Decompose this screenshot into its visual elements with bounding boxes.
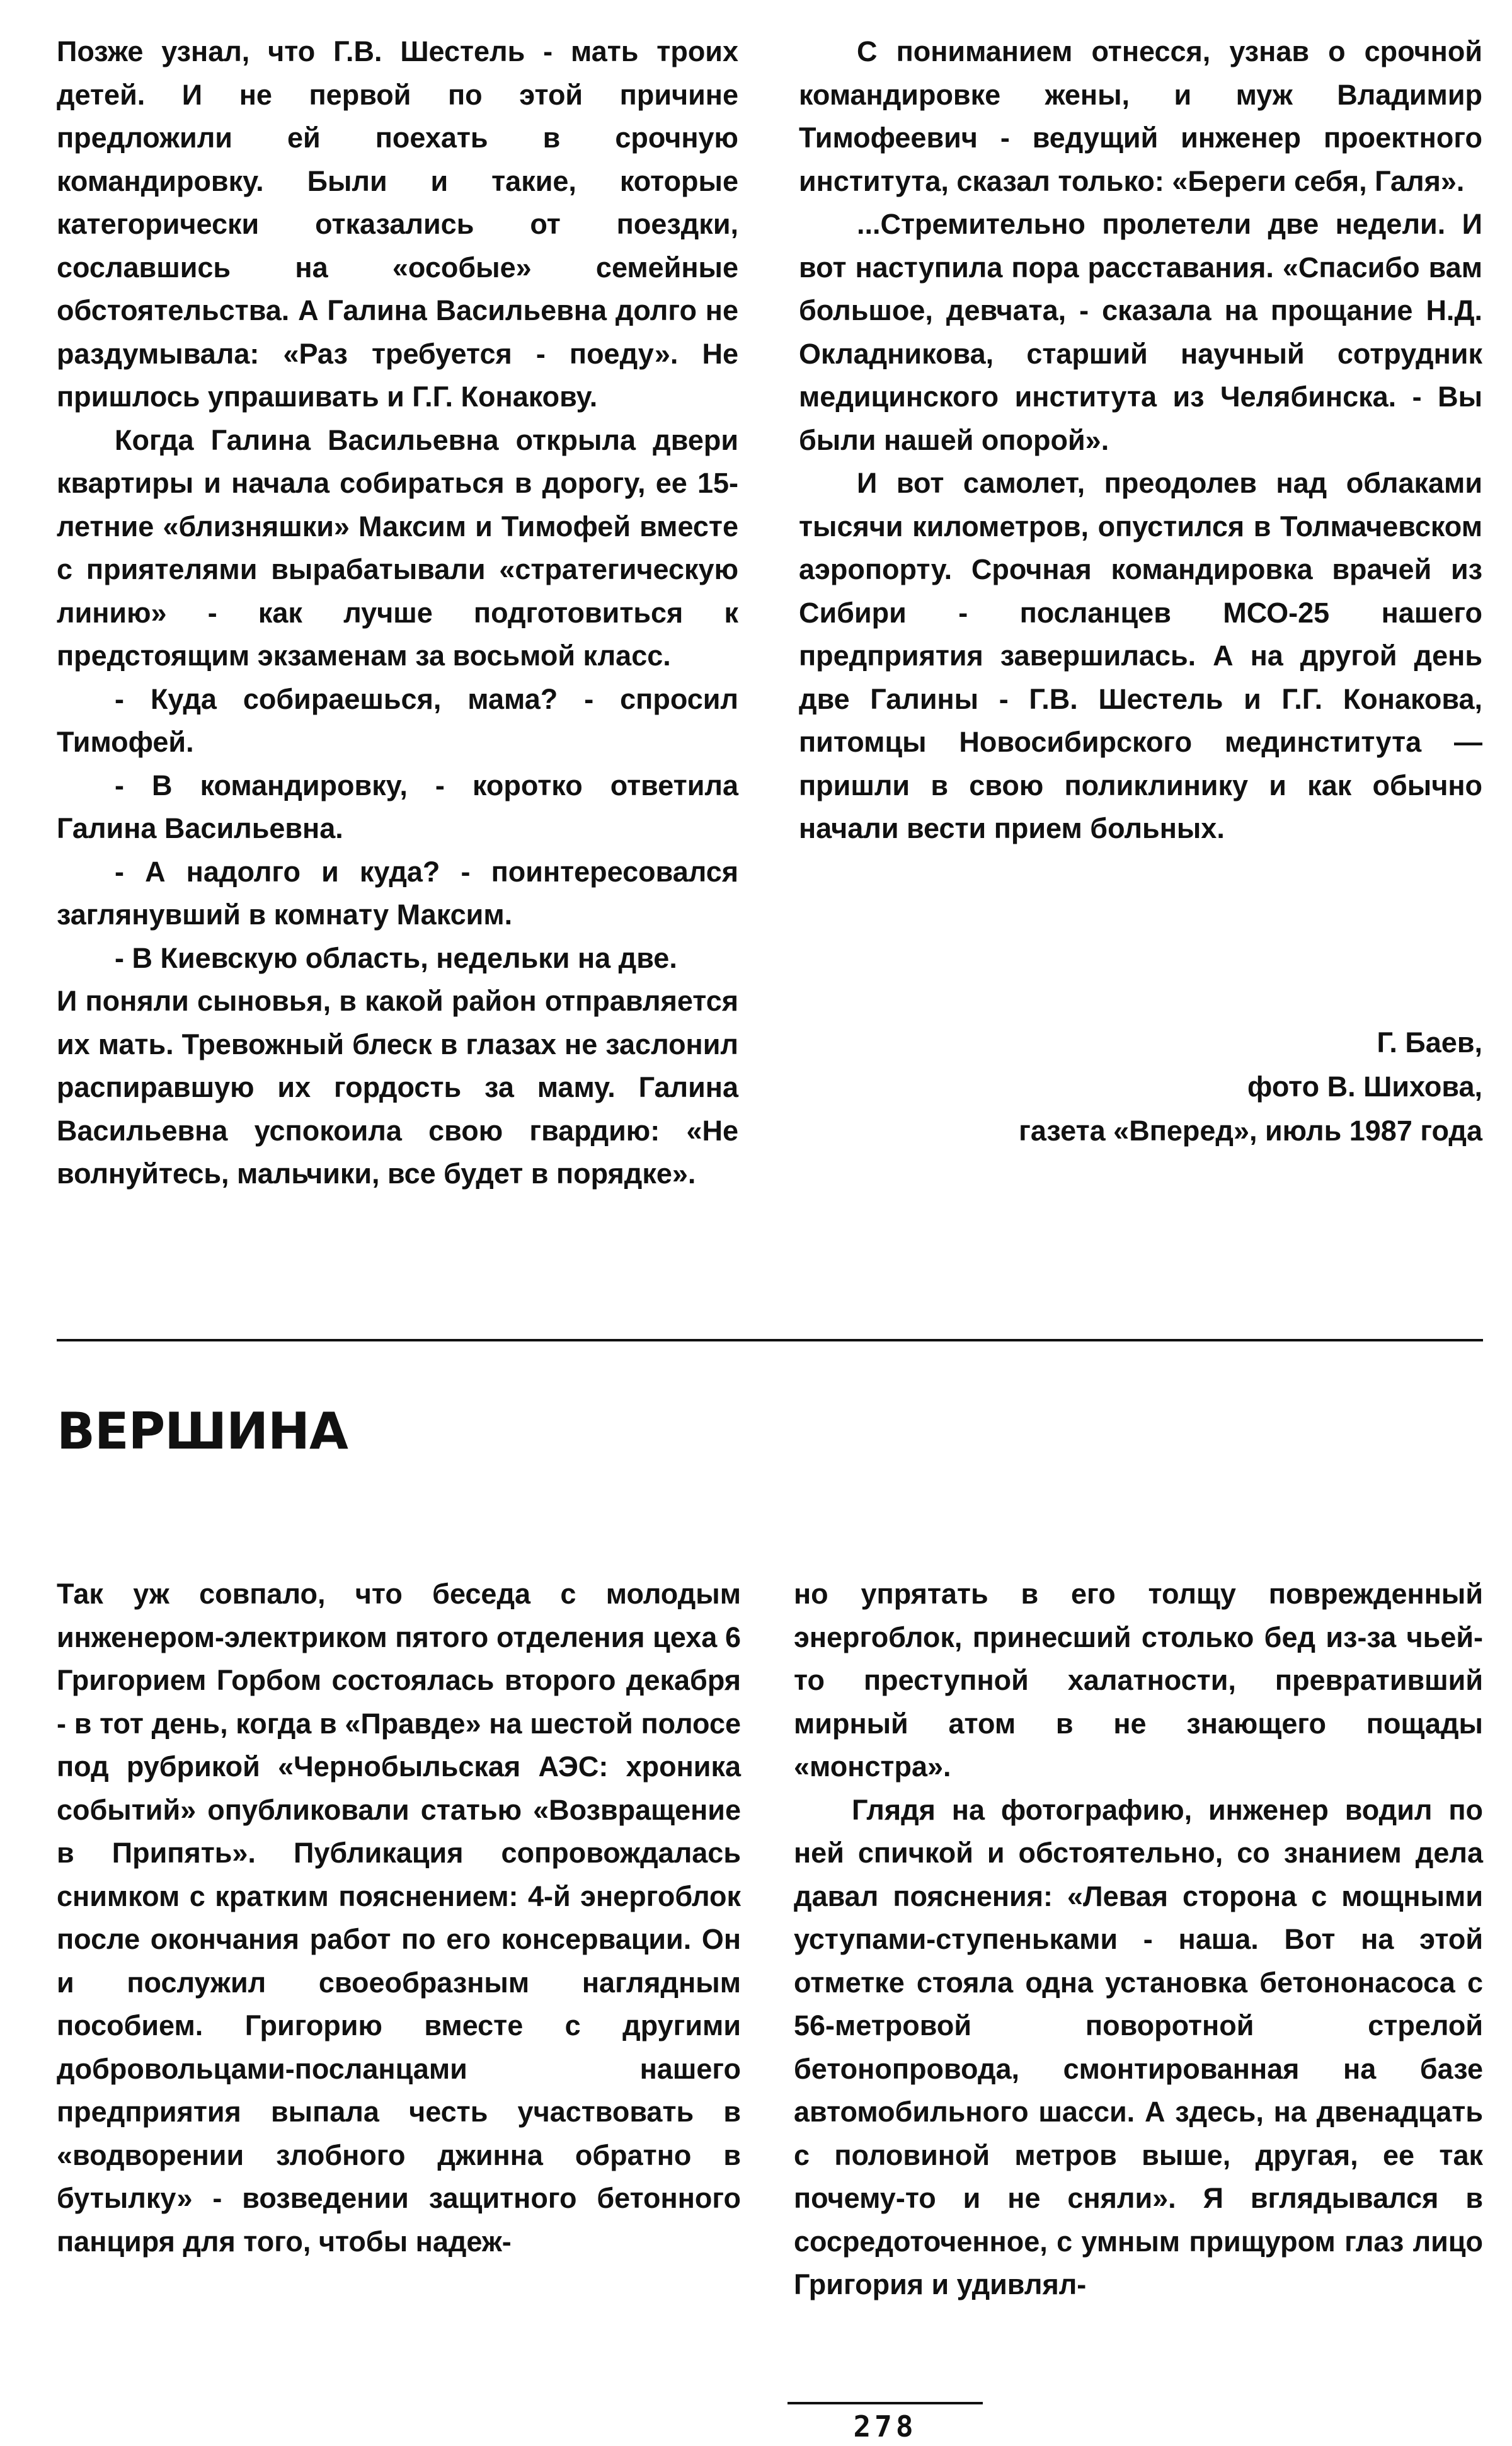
page-number: 278 [853, 2409, 917, 2443]
paragraph: ...Стремительно пролетели две недели. И вот наступила пора расставания. «Спасибо вам большое, девчата, - сказала на прощание Н.Д. Окладникова, старший научный сотрудник медицинского института из Челябинска. - Вы были нашей опорой». [799, 208, 1482, 456]
dialogue-line: - Куда собираешься, мама? - спросил Тимофей. [57, 682, 738, 758]
page-number-rule [788, 2402, 983, 2404]
paragraph: Позже узнал, что Г.В. Шестель - мать троих детей. И не первой по этой причине предложили ей поехать в срочную командировку. Были и такие, которые категорически отказались от поездки, сославшись на «особые» семейные обстоятельства. А Галина Васильевна долго не раздумывала: «Раз требуется - поеду». Не пришлось упрашивать и Г.Г. Конакову. [57, 35, 738, 413]
section-divider [57, 1339, 1483, 1341]
source-credit: газета «Вперед», июль 1987 года [1019, 1115, 1482, 1147]
paragraph: С пониманием отнесся, узнав о срочной командировке жены, и муж Владимир Тимофеевич - ведущий инженер проектного института, сказал только: «Береги себя, Галя». [799, 35, 1482, 197]
article-title: ВЕРШИНА [57, 1402, 348, 1461]
paragraph: Глядя на фотографию, инженер водил по ней спичкой и обстоятельно, со знанием дела давал пояснения: «Левая сторона с мощными уступами-ступеньками - наша. Вот на этой отметке стояла одна установка бетононасоса с 56-метровой поворотной стрелой бетонопровода, смонтированная на базе автомобильного шасси. А здесь, на двенадцать с половиной метров выше, другая, ее так почему-то и не сняли». Я вглядывался в сосредоточенное, с умным прищуром глаз лицо Григория и удивлял- [794, 1793, 1483, 2300]
dialogue-line: - А надолго и куда? - поинтересовался заглянувший в комнату Максим. [57, 855, 738, 931]
paragraph: И вот самолет, преодолев над облаками тысячи километров, опустился в Толмачевском аэропорту. Срочная командировка врачей из Сибири - посланцев МСО-25 нашего предприятия завершилась. А на другой день две Галины - Г.В. Шестель и Г.Г. Конакова, питомцы Новосибирского мединститута — пришли в свою поликлинику и как обычно начали вести прием больных. [799, 467, 1482, 844]
article-bottom-left-column [57, 1573, 741, 2263]
photo-credit: фото В. Шихова, [1247, 1071, 1482, 1103]
article-signature [799, 1021, 1482, 1153]
paragraph: но упрятать в его толщу поврежденный энергоблок, принесший столько бед из-за чьей-то преступной халатности, превративший мирный атом в не знающего пощады «монстра». [794, 1578, 1483, 1783]
paragraph: Так уж совпало, что беседа с молодым инженером-электриком пятого отделения цеха 6 Григорием Горбом состоялась второго декабря - в тот день, когда в «Правде» на шестой полосе под рубрикой «Чернобыльская АЭС: хроника событий» опубликовали статью «Возвращение в Припять». Публикация сопровождалась снимком с кратким пояснением: 4-й энергоблок после окончания работ по его консервации. Он и послужил своеобразным наглядным пособием. Григорию вместе с другими добровольцами-посланцами нашего предприятия выпала честь участвовать в «водворении злобного джинна обратно в бутылку» - возведении защитного бетонного панциря для того, чтобы надеж- [57, 1578, 741, 2258]
paragraph: Когда Галина Васильевна открыла двери квартиры и начала собираться в дорогу, ее 15-летние «близняшки» Максим и Тимофей вместе с приятелями вырабатывали «стратегическую линию» - как лучше подготовиться к предстоящим экзаменам за восьмой класс. [57, 423, 738, 672]
paragraph: И поняли сыновья, в какой район отправляется их мать. Тревожный блеск в глазах не заслонил распиравшую их гордость за маму. Галина Васильевна успокоила свою гвардию: «Не волнуйтесь, мальчики, все будет в порядке». [57, 985, 738, 1190]
dialogue-line: - В командировку, - коротко ответила Галина Васильевна. [57, 769, 738, 844]
article-top-right-column [799, 30, 1482, 851]
dialogue-line: - В Киевскую область, недельки на две. [115, 941, 677, 974]
author-name: Г. Баев, [1377, 1026, 1482, 1059]
article-bottom-right-column [794, 1573, 1483, 2307]
article-top-left-column [57, 30, 738, 1196]
